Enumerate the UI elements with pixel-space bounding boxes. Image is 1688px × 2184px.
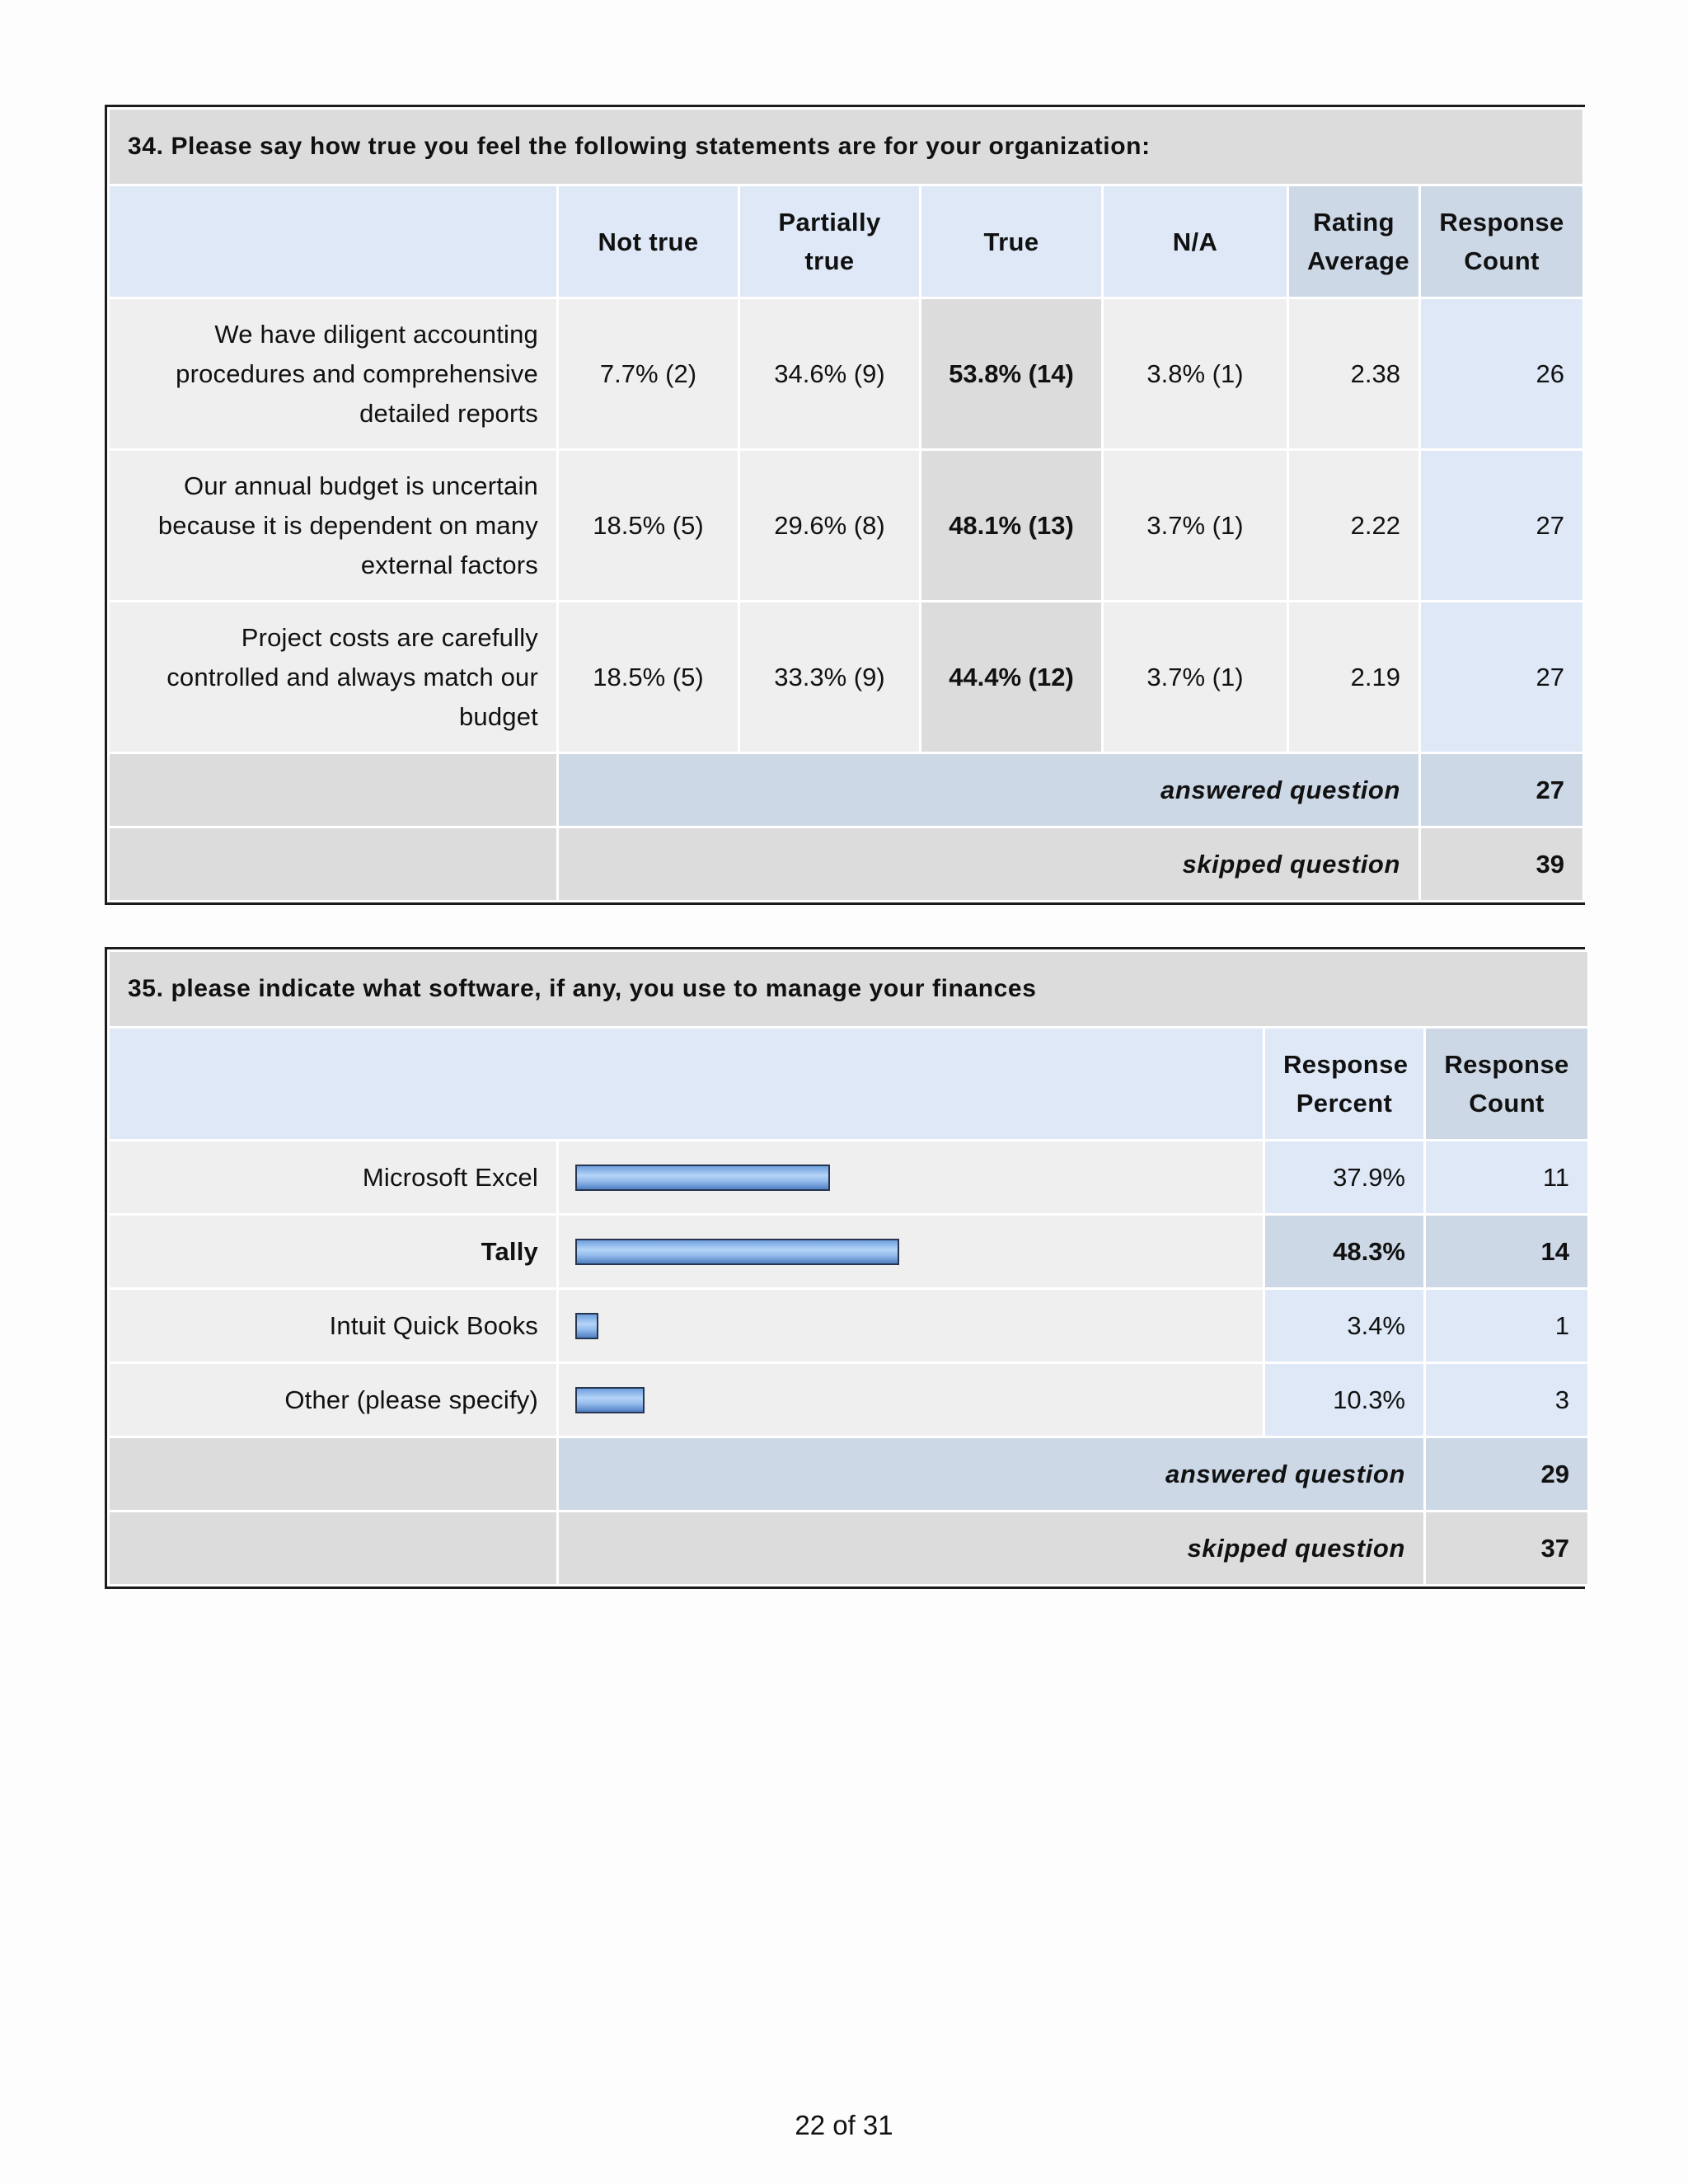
summary-blank xyxy=(109,1437,558,1511)
table-row xyxy=(109,450,1584,602)
cell-response-count: 26 xyxy=(1420,298,1584,450)
header-rating-average: Rating Average xyxy=(1288,185,1420,298)
response-count: 14 xyxy=(1425,1215,1589,1289)
cell-response-count: 27 xyxy=(1420,602,1584,753)
question-34-title: 34. Please say how true you feel the following statements are for your organization: xyxy=(109,109,1584,185)
cell-rating-average: 2.19 xyxy=(1288,602,1420,753)
response-percent: 48.3% xyxy=(1264,1215,1425,1289)
answered-row xyxy=(109,1437,1589,1511)
cell-na: 3.7% (1) xyxy=(1103,450,1288,602)
response-count: 11 xyxy=(1425,1141,1589,1215)
bar-cell xyxy=(558,1141,1264,1215)
list-item xyxy=(109,1215,1589,1289)
cell-response-count: 27 xyxy=(1420,450,1584,602)
option-label: Tally xyxy=(109,1215,558,1289)
list-item xyxy=(109,1289,1589,1363)
list-item xyxy=(109,1141,1589,1215)
option-label: Other (please specify) xyxy=(109,1363,558,1437)
answered-question-label: answered question xyxy=(558,1437,1425,1511)
cell-not-true: 18.5% (5) xyxy=(558,602,739,753)
response-percent: 3.4% xyxy=(1264,1289,1425,1363)
cell-rating-average: 2.38 xyxy=(1288,298,1420,450)
answered-question-count: 29 xyxy=(1425,1437,1589,1511)
cell-rating-average: 2.22 xyxy=(1288,450,1420,602)
cell-na: 3.7% (1) xyxy=(1103,602,1288,753)
header-response-count: Response Count xyxy=(1425,1028,1589,1141)
bar-cell xyxy=(558,1289,1264,1363)
header-na: N/A xyxy=(1103,185,1288,298)
cell-partially-true: 33.3% (9) xyxy=(739,602,921,753)
header-response-count: Response Count xyxy=(1420,185,1584,298)
cell-not-true: 18.5% (5) xyxy=(558,450,739,602)
skipped-question-count: 37 xyxy=(1425,1511,1589,1586)
header-blank xyxy=(109,1028,1264,1141)
response-bar xyxy=(575,1313,598,1339)
cell-not-true: 7.7% (2) xyxy=(558,298,739,450)
answered-row xyxy=(109,753,1584,827)
header-partially-true: Partially true xyxy=(739,185,921,298)
cell-partially-true: 34.6% (9) xyxy=(739,298,921,450)
summary-blank xyxy=(109,1511,558,1586)
header-blank xyxy=(109,185,558,298)
cell-true: 53.8% (14) xyxy=(921,298,1103,450)
skipped-row xyxy=(109,827,1584,902)
cell-na: 3.8% (1) xyxy=(1103,298,1288,450)
cell-true: 44.4% (12) xyxy=(921,602,1103,753)
summary-blank xyxy=(109,827,558,902)
skipped-question-count: 39 xyxy=(1420,827,1584,902)
page-number: 22 of 31 xyxy=(795,2110,893,2140)
table-row xyxy=(109,298,1584,450)
bar-cell xyxy=(558,1215,1264,1289)
table-row xyxy=(109,602,1584,753)
row-label: We have diligent accounting procedures and comprehensive detailed reports xyxy=(109,298,558,450)
header-not-true: Not true xyxy=(558,185,739,298)
response-count: 3 xyxy=(1425,1363,1589,1437)
question-35-table xyxy=(105,947,1585,1589)
response-bar xyxy=(575,1387,645,1413)
response-percent: 10.3% xyxy=(1264,1363,1425,1437)
response-bar xyxy=(575,1165,830,1191)
response-count: 1 xyxy=(1425,1289,1589,1363)
header-true: True xyxy=(921,185,1103,298)
option-label: Intuit Quick Books xyxy=(109,1289,558,1363)
skipped-question-label: skipped question xyxy=(558,827,1420,902)
row-label: Our annual budget is uncertain because it is dependent on many external factors xyxy=(109,450,558,602)
cell-partially-true: 29.6% (8) xyxy=(739,450,921,602)
response-bar xyxy=(575,1239,899,1265)
cell-true: 48.1% (13) xyxy=(921,450,1103,602)
bar-cell xyxy=(558,1363,1264,1437)
option-label: Microsoft Excel xyxy=(109,1141,558,1215)
question-34-table xyxy=(105,105,1585,905)
answered-question-label: answered question xyxy=(558,753,1420,827)
row-label: Project costs are carefully controlled and always match our budget xyxy=(109,602,558,753)
answered-question-count: 27 xyxy=(1420,753,1584,827)
question-35-title: 35. please indicate what software, if any, you use to manage your finances xyxy=(109,951,1589,1028)
summary-blank xyxy=(109,753,558,827)
response-percent: 37.9% xyxy=(1264,1141,1425,1215)
list-item xyxy=(109,1363,1589,1437)
header-response-percent: Response Percent xyxy=(1264,1028,1425,1141)
skipped-question-label: skipped question xyxy=(558,1511,1425,1586)
skipped-row xyxy=(109,1511,1589,1586)
